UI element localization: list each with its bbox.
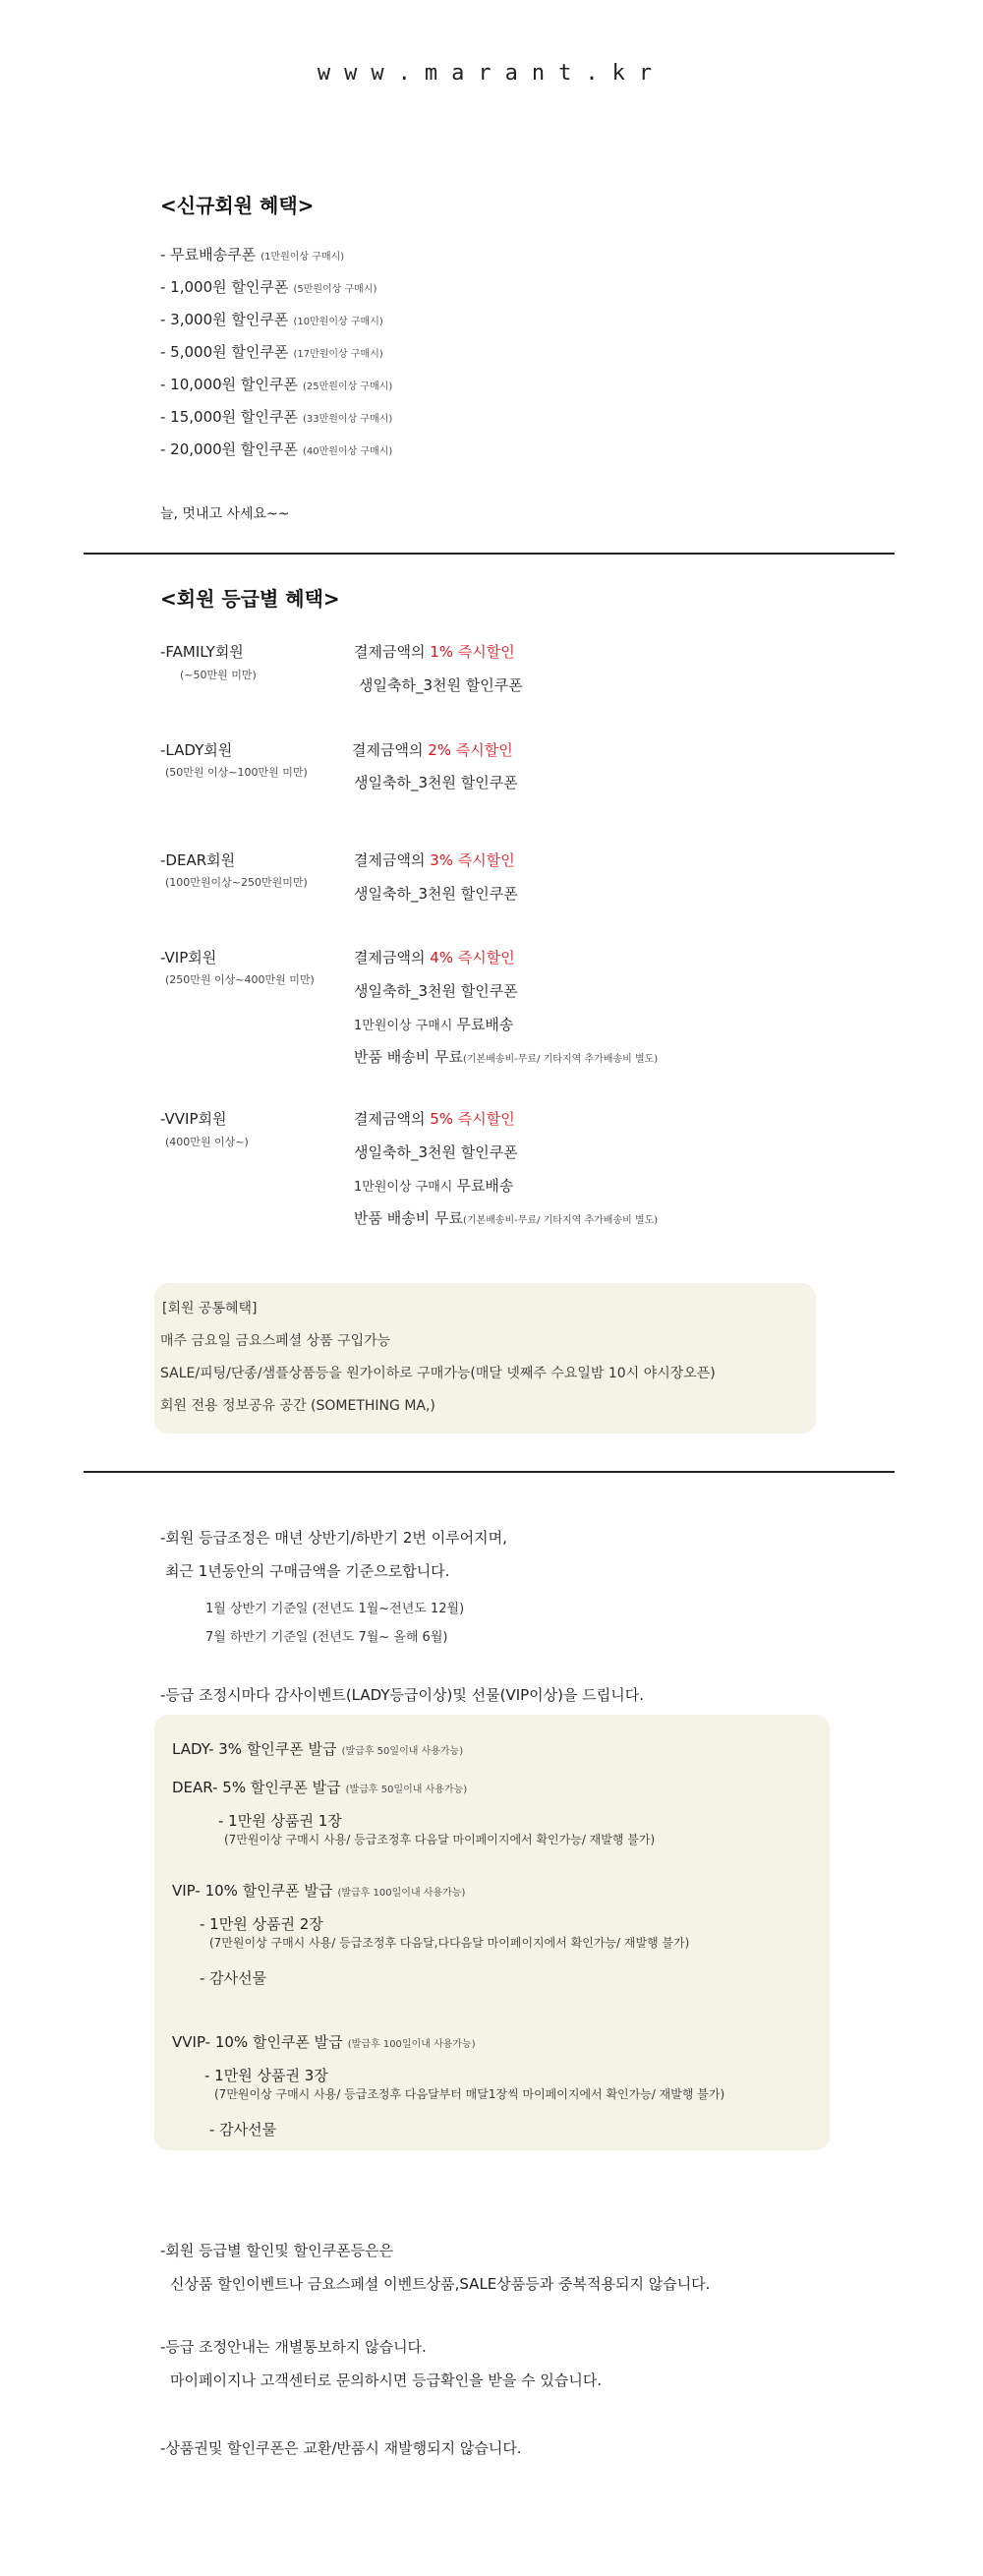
policy-no-dup-line1: -회원 등급별 할인및 할인쿠폰등은은 bbox=[160, 2242, 394, 2259]
tier-name-lady: -LADY회원 bbox=[160, 741, 233, 759]
tier-range-vip: (250만원 이상~400만원 미만) bbox=[165, 973, 315, 986]
policy-gift-intro: -등급 조정시마다 감사이벤트(LADY등급이상)및 선물(VIP이상)을 드립니다. bbox=[160, 1686, 644, 1704]
tier-pay-lady: 결제금액의 2% 즉시할인 bbox=[352, 741, 513, 759]
new-member-closing: 늘, 멋내고 사세요~~ bbox=[160, 506, 290, 522]
tier-shipping-vvip: 1만원이상 구매시 무료배송 bbox=[354, 1177, 514, 1195]
list-item: - 3,000원 할인쿠폰 (10만원이상 구매시) bbox=[160, 311, 383, 328]
tier-name-vip: -VIP회원 bbox=[160, 949, 217, 966]
tier-birthday-vip: 생일축하_3천원 할인쿠폰 bbox=[354, 982, 518, 1000]
gift-vip: VIP- 10% 할인쿠폰 발급 (발급후 100일이내 사용가능) bbox=[172, 1882, 466, 1900]
tier-name-family: -FAMILY회원 bbox=[160, 643, 244, 661]
site-url: www.marant.kr bbox=[317, 61, 666, 86]
tier-birthday-lady: 생일축하_3천원 할인쿠폰 bbox=[354, 774, 518, 791]
common-benefit-line: 매주 금요일 금요스페셜 상품 구입가능 bbox=[160, 1333, 391, 1349]
tier-return-vip: 반품 배송비 무료(기본배송비-무료/ 기타지역 추가배송비 별도) bbox=[354, 1048, 659, 1066]
policy-adjust-line2: 최근 1년동안의 구매금액을 기준으로합니다. bbox=[165, 1562, 450, 1580]
tier-shipping-vip: 1만원이상 구매시 무료배송 bbox=[354, 1016, 514, 1033]
tier-range-family: (~50만원 미만) bbox=[180, 669, 257, 681]
tier-name-vvip: -VVIP회원 bbox=[160, 1110, 227, 1128]
list-item: - 5,000원 할인쿠폰 (17만원이상 구매시) bbox=[160, 343, 383, 361]
new-member-title: <신규회원 혜택> bbox=[160, 194, 315, 217]
gift-dear: DEAR- 5% 할인쿠폰 발급 (발급후 50일이내 사용가능) bbox=[172, 1779, 468, 1796]
list-item: - 무료배송쿠폰 (1만원이상 구매시) bbox=[160, 246, 345, 263]
list-item: - 1,000원 할인쿠폰 (5만원이상 구매시) bbox=[160, 278, 377, 296]
policy-period2: 7월 하반기 기준일 (전년도 7월~ 올해 6월) bbox=[205, 1630, 448, 1645]
tier-range-lady: (50만원 이상~100만원 미만) bbox=[165, 766, 308, 779]
tier-pay-family: 결제금액의 1% 즉시할인 bbox=[354, 643, 515, 661]
gift-vvip-voucher-note: (7만원이상 구매시 사용/ 등급조정후 다음달부터 매달1장씩 마이페이지에서 확인가능/ 재발행 불가) bbox=[214, 2087, 725, 2101]
gift-lady: LADY- 3% 할인쿠폰 발급 (발급후 50일이내 사용가능) bbox=[172, 1740, 464, 1758]
tier-return-vvip: 반품 배송비 무료(기본배송비-무료/ 기타지역 추가배송비 별도) bbox=[354, 1209, 659, 1227]
policy-notice-line1: -등급 조정안내는 개별통보하지 않습니다. bbox=[160, 2338, 427, 2356]
tier-birthday-dear: 생일축하_3천원 할인쿠폰 bbox=[354, 885, 518, 903]
grade-title: <회원 등급별 혜택> bbox=[160, 587, 340, 611]
list-item: - 15,000원 할인쿠폰 (33만원이상 구매시) bbox=[160, 408, 393, 426]
gift-vvip-voucher: - 1만원 상품권 3장 bbox=[204, 2067, 328, 2084]
gift-dear-voucher: - 1만원 상품권 1장 bbox=[218, 1812, 342, 1830]
policy-no-dup-line2: 신상품 할인이벤트나 금요스페셜 이벤트상품,SALE상품등과 중복적용되지 않습니다. bbox=[170, 2275, 711, 2293]
list-item: - 20,000원 할인쿠폰 (40만원이상 구매시) bbox=[160, 440, 393, 458]
common-benefits-title: [회원 공통혜택] bbox=[162, 1301, 258, 1317]
policy-reissue: -상품권및 할인쿠폰은 교환/반품시 재발행되지 않습니다. bbox=[160, 2439, 522, 2457]
tier-birthday-vvip: 생일축하_3천원 할인쿠폰 bbox=[354, 1143, 518, 1161]
tier-range-vvip: (400만원 이상~) bbox=[165, 1136, 249, 1148]
common-benefit-line: SALE/피팅/단종/샘플상품등을 원가이하로 구매가능(매달 넷째주 수요일밤 10시 야시장오픈) bbox=[160, 1366, 716, 1381]
tier-range-dear: (100만원이상~250만원미만) bbox=[165, 876, 308, 889]
tier-pay-dear: 결제금액의 3% 즉시할인 bbox=[354, 851, 515, 869]
gift-vvip: VVIP- 10% 할인쿠폰 발급 (발급후 100일이내 사용가능) bbox=[172, 2033, 476, 2051]
divider bbox=[84, 553, 895, 555]
tier-pay-vvip: 결제금액의 5% 즉시할인 bbox=[354, 1110, 515, 1128]
tier-birthday-family: 생일축하_3천원 할인쿠폰 bbox=[359, 676, 523, 694]
tier-name-dear: -DEAR회원 bbox=[160, 851, 236, 869]
gift-vip-present: - 감사선물 bbox=[200, 1969, 267, 1987]
common-benefit-line: 회원 전용 정보공유 공간 (SOMETHING MA,) bbox=[160, 1398, 435, 1414]
policy-period1: 1월 상반기 기준일 (전년도 1월~전년도 12월) bbox=[205, 1602, 465, 1616]
gift-vip-voucher: - 1만원 상품권 2장 bbox=[200, 1915, 323, 1933]
gift-vip-voucher-note: (7만원이상 구매시 사용/ 등급조정후 다음달,다다음달 마이페이지에서 확인가능/ 재발행 불가) bbox=[209, 1936, 690, 1950]
list-item: - 10,000원 할인쿠폰 (25만원이상 구매시) bbox=[160, 376, 393, 393]
divider bbox=[84, 1471, 895, 1473]
tier-pay-vip: 결제금액의 4% 즉시할인 bbox=[354, 949, 515, 966]
policy-notice-line2: 마이페이지나 고객센터로 문의하시면 등급확인을 받을 수 있습니다. bbox=[170, 2371, 603, 2389]
gift-vvip-present: - 감사선물 bbox=[209, 2121, 277, 2138]
gift-dear-voucher-note: (7만원이상 구매시 사용/ 등급조정후 다음달 마이페이지에서 확인가능/ 재발행 불가) bbox=[224, 1833, 656, 1846]
policy-adjust-line1: -회원 등급조정은 매년 상반기/하반기 2번 이루어지며, bbox=[160, 1529, 507, 1547]
